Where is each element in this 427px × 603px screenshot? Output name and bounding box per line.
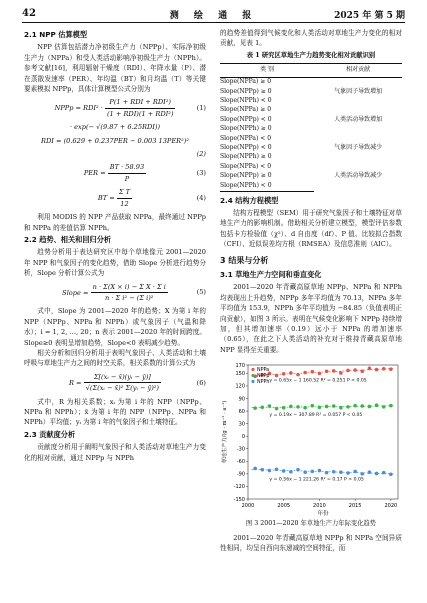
y-tick-label: 120 [235, 383, 245, 390]
table-row [220, 134, 402, 143]
equation-1-cont [24, 122, 206, 132]
legend-label: NPPp [257, 374, 270, 380]
paragraph: 的趋势差值得到气候变化和人类活动对草地生产力变化的相对贡献，见表 1。 [220, 29, 402, 48]
trend-line-nppa [252, 369, 395, 376]
table-row [220, 106, 402, 115]
data-point-nppa [325, 370, 329, 374]
y-tick-label: 30 [238, 421, 245, 428]
paragraph: 结构方程模型（SEM）用于研究气象因子和土壤特征对草地生产力的影响机制。借助相关分析建立模型，模型评估参数包括卡方检验值（χ²）、d 自由度（df）、P 值、比较拟合指数（CFI）、近似误差均方根（RMSEA）及信息准则（AIC）。 [220, 208, 402, 249]
data-point-npph [253, 467, 257, 471]
y-tick-label: -120 [233, 484, 245, 491]
condition-cell: Slope(NPPa) ≥ 0 [220, 106, 272, 114]
fit-equation-label: y = 0.19x − 307.89 R² = 0.057 P < 0.05 [269, 413, 363, 419]
table-row [220, 162, 402, 171]
section-heading-3: 3 结果与分析 [220, 255, 269, 265]
data-point-nppp [389, 404, 393, 408]
data-point-npph [289, 470, 293, 474]
eq1-fraction [105, 97, 175, 119]
eq1-numerator: P(1 + RDI + RDI²) [105, 97, 175, 108]
figure-3 [220, 359, 402, 517]
data-point-nppp [360, 404, 364, 408]
legend-marker-nppp [251, 374, 254, 377]
eq3-numerator: BT · 58.93 [108, 162, 146, 173]
data-point-nppp [268, 404, 272, 408]
eq1-lhs: NPPp = RDI² · [54, 104, 103, 113]
condition-cell: Slope(NPPh) < 0 [220, 96, 272, 104]
y-axis-label: 草地生产力/(g · m⁻² · a⁻¹) [222, 400, 228, 464]
figure-caption: 图 3 2001—2020 年草地生产力年际变化趋势 [245, 520, 377, 528]
eq2-number: (2) [196, 150, 206, 159]
x-tick-label: 2005 [277, 503, 291, 510]
condition-cell: Slope(NPPa) < 0 [220, 162, 272, 170]
data-point-nppa [368, 367, 372, 371]
data-point-nppp [289, 405, 293, 409]
eq1-number: (1) [196, 104, 206, 113]
fit-equation-label: y = 0.56x − 1 221.26 R² = 0.17 P > 0.05 [269, 477, 364, 483]
eq5-number: (5) [196, 288, 206, 297]
y-tick-label: -150 [233, 496, 245, 503]
equation-6 [24, 372, 206, 394]
data-point-npph [368, 471, 372, 475]
section-heading-2-1: 2.1 NPP 估算模型 [24, 30, 88, 39]
data-point-nppp [303, 406, 307, 410]
x-tick-label: 2020 [384, 503, 398, 510]
data-point-npph [268, 469, 272, 473]
data-point-nppa [332, 369, 336, 373]
data-point-nppp [353, 404, 357, 408]
equation-2-number [24, 149, 206, 159]
data-point-nppp [253, 407, 257, 411]
data-point-nppa [353, 368, 357, 372]
eq1-exp: · exp(− √(9.87 + 6.25RDI)) [69, 123, 161, 132]
header-rule [22, 22, 405, 23]
contribution-cell: 气象因子导致增加 [334, 87, 383, 95]
data-point-npph [375, 472, 379, 476]
data-point-nppa [282, 372, 286, 376]
legend-label: NPPh [257, 380, 270, 386]
data-point-nppa [375, 368, 379, 372]
y-tick-label: -30 [236, 446, 245, 453]
data-point-nppa [318, 372, 322, 376]
data-point-npph [310, 470, 314, 474]
data-point-nppp [339, 406, 343, 410]
data-point-nppa [310, 370, 314, 374]
data-point-nppp [310, 404, 314, 408]
eq3-fraction [108, 162, 146, 184]
data-point-nppp [282, 406, 286, 410]
data-point-nppp [346, 405, 350, 409]
section-heading-2-3: 2.3 贡献度分析 [24, 429, 76, 439]
eq4-fraction [117, 187, 132, 209]
page-number: 42 [22, 8, 36, 19]
data-point-nppp [296, 405, 300, 409]
contribution-table [220, 63, 402, 191]
eq6-numerator: Σ[(xᵢ − x̄)(yᵢ − ȳ)] [84, 372, 161, 383]
data-point-nppa [346, 369, 350, 373]
paragraph: 2001—2020 年青藏高原草地 NPPp 和 NPPa 空间异质性相同，均呈自西向东递减的空间特征，而 [220, 533, 402, 552]
condition-cell: Slope(NPPp) < 0 [220, 115, 272, 123]
data-point-nppp [318, 406, 322, 410]
section-heading-3-1: 3.1 草地生产力空间和垂直变化 [220, 269, 322, 279]
condition-cell: Slope(NPPh) ≥ 0 [220, 125, 272, 133]
condition-cell: Slope(NPPa) < 0 [220, 134, 272, 142]
right-column [220, 28, 402, 553]
data-point-npph [275, 468, 279, 472]
section-heading-2-2: 2.2 趋势、相关和回归分析 [24, 234, 112, 244]
eq3-number: (3) [196, 169, 206, 178]
y-tick-label: -60 [236, 459, 245, 466]
data-point-nppa [360, 370, 364, 374]
y-tick-label: 170 [235, 362, 245, 369]
section-heading-2-4: 2.4 结构方程模型 [220, 195, 279, 205]
eq4-lhs: BT = [97, 194, 115, 203]
issue-label: 2025 年 第 5 期 [334, 11, 405, 21]
eq4-number: (4) [196, 193, 206, 202]
y-tick-label: 150 [235, 371, 245, 378]
data-point-nppp [325, 405, 329, 409]
journal-name: 测 绘 通 报 [169, 11, 258, 21]
legend-marker-nppa [251, 368, 254, 371]
data-point-nppp [375, 404, 379, 408]
data-point-nppa [382, 367, 386, 371]
x-tick-label: 2015 [348, 503, 362, 510]
data-point-npph [303, 471, 307, 475]
equation-2 [24, 136, 206, 146]
x-axis-label: 年份 [317, 511, 329, 518]
legend-label: NPPa [257, 368, 270, 374]
eq6-lhs: R = [68, 378, 82, 387]
paragraph: 式中，R 为相关系数；xᵢ 为第 i 年的 NPP（NPPp、NPPa 和 NPPh）；x̄ 为第 i 年的 NPP（NPPp、NPPa 和 NPPh）平均值；yᵢ 为第 i 年的气象因子和土壤特征。 [24, 397, 206, 427]
data-point-npph [260, 468, 264, 472]
equation-3 [24, 162, 206, 184]
data-point-nppa [275, 374, 279, 378]
data-point-npph [282, 469, 286, 473]
eq6-fraction [84, 372, 161, 394]
fit-equation-label: y = 0.65x − 1 160.52 R² = 0.251 P < 0.05 [269, 378, 367, 384]
table-row [220, 77, 402, 87]
legend-marker-npph [251, 380, 254, 383]
eq6-denominator: √(Σ(xᵢ − x̄)² Σ(yᵢ − ȳ)²) [85, 384, 160, 393]
data-point-nppa [339, 371, 343, 375]
x-tick-label: 2000 [241, 503, 255, 510]
trend-line-nppp [252, 406, 395, 408]
data-point-nppa [289, 371, 293, 375]
data-point-nppa [389, 368, 393, 372]
data-point-nppa [303, 371, 307, 375]
data-point-npph [360, 472, 364, 476]
equation-5 [24, 282, 206, 304]
eq1-denominator: (1 + RDI)(1 + RDI²) [106, 109, 174, 118]
eq4-numerator: Σ T [117, 187, 132, 198]
condition-cell: Slope(NPPp) ≥ 0 [220, 172, 272, 180]
data-point-npph [389, 473, 393, 477]
y-tick-label: 0 [241, 434, 245, 441]
left-column [24, 28, 206, 463]
paragraph: 式中，Slope 为 2001—2020 年的趋势；X 为第 i 年的 NPP（NPPp、NPPa 和 NPPh）或气象因子（气温和降水）；i = 1, 2, …, 20；n 表示 2001—2020 年的时间跨度。Slope≥0 表明呈增加趋势，Slope<0 表明减少趋势。 [24, 307, 206, 347]
table-body [220, 77, 402, 191]
eq5-denominator: n · Σ i² − (Σ i)² [105, 293, 154, 302]
y-tick-label: 60 [238, 409, 245, 416]
data-point-npph [296, 468, 300, 472]
table-header-row [220, 64, 402, 77]
data-point-npph [339, 471, 343, 475]
data-point-npph [318, 469, 322, 473]
y-tick-label: -90 [236, 471, 245, 478]
data-point-npph [325, 471, 329, 475]
data-point-nppp [368, 405, 372, 409]
paragraph: NPP 估算包括潜力净初级生产力（NPPp）、实际净初级生产力（NPPa）和受人类活动影响净初级生产力（NPPh）。参考文献[16]，利用辐射干燥度（RDI）、年降水量（P）、潜在蒸散发速率（PER）、年均温（BT）和月均温（T）等关键要素模拟 NPPp，具体计算模型公式分别为 [24, 43, 206, 94]
eq2-text: RDI = (0.629 + 0.237PER − 0.003 13PER²)² [41, 136, 189, 145]
paragraph: 趋势分析用于表达研究区中每个草地像元 2001—2020 年 NPP 和气象因子的变化趋势，借助 Slope 分析进行趋势分析，Slope 分析计算公式为 [24, 248, 206, 278]
contribution-cell: 气象因子导致减少 [334, 143, 383, 151]
equation-1 [24, 97, 206, 119]
trend-line-npph [252, 470, 395, 474]
paragraph: 贡献度分析用于阐明气象因子和人类活动对草地生产力变化的相对贡献，通过 NPPp 与 NPPh [24, 443, 206, 462]
condition-cell: Slope(NPPp) ≥ 0 [220, 87, 272, 95]
paragraph: 相关分析和回归分析用于表明气象因子、人类活动和土壤呼吸与草地生产力之间的时空关系，相关系数的计算公式为 [24, 348, 206, 368]
data-point-npph [332, 470, 336, 474]
y-tick-label: 90 [238, 396, 245, 403]
condition-cell: Slope(NPPa) ≥ 0 [220, 78, 272, 86]
condition-cell: Slope(NPPp) < 0 [220, 143, 272, 151]
table-header-cell: 相对贡献 [314, 64, 402, 77]
condition-cell: Slope(NPPh) ≥ 0 [220, 153, 272, 161]
eq5-lhs: Slope = [62, 288, 89, 297]
paragraph: 利用 MODIS 的 NPP 产品获取 NPPa，最终通过 NPPp 和 NPPa 的差值估算 NPPh。 [24, 213, 206, 232]
data-point-nppp [260, 406, 264, 410]
table-caption: 表 1 研究区草地生产力趋势变化相对贡献识别 [246, 51, 376, 59]
npp-trend-chart [220, 359, 402, 517]
eq4-denominator: 12 [120, 199, 129, 208]
data-point-nppp [382, 405, 386, 409]
x-tick-label: 2010 [313, 503, 326, 510]
paragraph: 2001—2020 年青藏高原草地 NPPp、NPPa 和 NPPh 均表现出上升趋势，NPPp 多年平均值为 70.13，NPPa 多年平均值为 153.9，NPPh 多年平均值为 −84.85（负值表明正向贡献），如图 3 所示。表明在气候变化影响下 NPPp 持续增加，但其增加速率（0.19）远小于 NPPa 的增加速率（0.65），在此之下人类活动的补充对于维持青藏高原草地 NPP 显得至关重要。 [220, 283, 402, 354]
eq3-denominator: P [124, 174, 130, 183]
eq3-lhs: PER = [83, 169, 106, 178]
condition-cell: Slope(NPPh) < 0 [220, 181, 314, 191]
data-point-nppp [275, 407, 279, 411]
data-point-npph [353, 470, 357, 474]
data-point-nppp [332, 404, 336, 408]
data-point-npph [346, 471, 350, 475]
data-point-nppa [296, 373, 300, 377]
eq5-numerator: n · Σ(X × i) − Σ X · Σ i [91, 282, 168, 293]
contribution-cell: 人类活动导致增加 [334, 115, 383, 123]
eq6-number: (6) [196, 378, 206, 387]
data-point-npph [382, 471, 386, 475]
eq5-fraction [91, 282, 168, 304]
contribution-cell: 人类活动导致减少 [334, 172, 383, 180]
equation-4 [24, 187, 206, 209]
table-header-cell: 类 别 [220, 64, 314, 77]
